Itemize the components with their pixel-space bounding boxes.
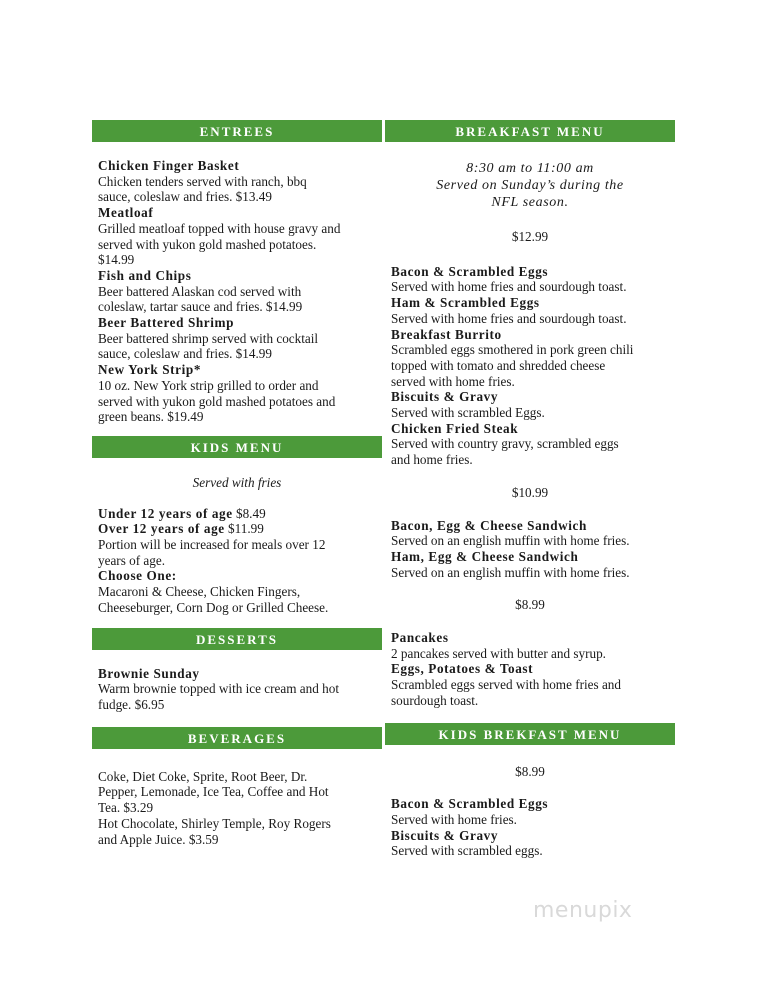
item-name: Beer Battered Shrimp bbox=[98, 315, 235, 331]
menu-item bbox=[98, 158, 382, 205]
item-name: Pancakes bbox=[391, 630, 449, 646]
item-name: New York Strip* bbox=[98, 362, 202, 378]
item-desc: fudge. $6.95 bbox=[98, 696, 165, 712]
item-desc: Served with home fries and sourdough toast. bbox=[391, 279, 627, 295]
breakfast-header: BREAKFAST MENU bbox=[385, 120, 675, 142]
breakfast-group-12-99 bbox=[385, 264, 675, 468]
entrees-header: ENTREES bbox=[92, 120, 382, 142]
item-name: Chicken Fried Steak bbox=[391, 420, 519, 436]
menu-item bbox=[98, 315, 382, 362]
item-desc: Scrambled eggs served with home fries and bbox=[391, 677, 621, 693]
breakfast-price-12-99: $12.99 bbox=[511, 229, 549, 244]
item-name: Chicken Finger Basket bbox=[98, 158, 240, 173]
beverage-line: Tea. $3.29 bbox=[98, 800, 154, 816]
kids-breakfast-price: $8.99 bbox=[515, 763, 545, 779]
item-desc: and home fries. bbox=[391, 452, 473, 468]
item-name: Ham & Scrambled Eggs bbox=[391, 295, 540, 311]
item-desc: Scrambled eggs smothered in pork green chili bbox=[391, 342, 634, 358]
beverages-header: BEVERAGES bbox=[92, 727, 382, 749]
kids-breakfast-header: KIDS BREKFAST MENU bbox=[385, 723, 675, 745]
desserts-list bbox=[92, 666, 382, 713]
breakfast-price-8-99: $8.99 bbox=[515, 597, 545, 613]
item-desc: Beer battered shrimp served with cocktail bbox=[98, 330, 319, 346]
watermark-logo: menupix bbox=[533, 898, 633, 923]
beverage-line: Pepper, Lemonade, Ice Tea, Coffee and Hot bbox=[98, 784, 329, 800]
item-desc: Served on an english muffin with home fries. bbox=[391, 564, 630, 580]
item-name: Bacon & Scrambled Eggs bbox=[391, 263, 549, 279]
item-desc: Warm brownie topped with ice cream and hot bbox=[98, 681, 339, 697]
item-desc: sauce, coleslaw and fries. $13.49 bbox=[98, 189, 272, 205]
item-desc: Beer battered Alaskan cod served with bbox=[98, 283, 302, 299]
beverages-list bbox=[92, 769, 382, 848]
item-name: Bacon, Egg & Cheese Sandwich bbox=[391, 517, 587, 533]
item-desc: sauce, coleslaw and fries. $14.99 bbox=[98, 346, 272, 362]
breakfast-group-8-99 bbox=[385, 630, 675, 709]
breakfast-hours bbox=[385, 160, 675, 211]
kids-menu-details bbox=[92, 506, 382, 616]
kids-note: years of age. bbox=[98, 552, 165, 568]
item-desc: Served with country gravy, scrambled eggs bbox=[391, 436, 619, 452]
item-name: Bacon & Scrambled Eggs bbox=[391, 796, 549, 812]
kids-breakfast-list bbox=[385, 796, 675, 859]
right-column bbox=[385, 120, 675, 859]
kids-over-12-price: $11.99 bbox=[224, 521, 264, 537]
kids-over-12 bbox=[98, 521, 382, 537]
beverage-line: Coke, Diet Coke, Sprite, Root Beer, Dr. bbox=[98, 768, 308, 784]
kids-under-12-price: $8.49 bbox=[232, 505, 266, 521]
breakfast-hours-line: 8:30 am to 11:00 am bbox=[466, 161, 594, 176]
item-desc: Served with home fries. bbox=[391, 811, 517, 827]
item-desc: sourdough toast. bbox=[391, 692, 479, 708]
item-name: Breakfast Burrito bbox=[391, 326, 502, 342]
item-desc: Grilled meatloaf topped with house gravy and bbox=[98, 220, 341, 236]
item-name: Ham, Egg & Cheese Sandwich bbox=[391, 548, 579, 564]
breakfast-hours-line: Served on Sunday’s during the bbox=[436, 178, 624, 193]
desserts-header: DESSERTS bbox=[92, 628, 382, 650]
item-name: Biscuits & Gravy bbox=[391, 827, 499, 843]
entrees-list bbox=[92, 158, 382, 425]
item-desc: served with yukon gold mashed potatoes and bbox=[98, 393, 336, 409]
item-desc: 2 pancakes served with butter and syrup. bbox=[391, 645, 606, 661]
item-name: Biscuits & Gravy bbox=[391, 389, 499, 405]
kids-under-12-label: Under 12 years of age bbox=[98, 505, 233, 521]
item-name: Fish and Chips bbox=[98, 267, 192, 283]
item-desc: Served with home fries and sourdough toast. bbox=[391, 310, 627, 326]
beverage-line: Hot Chocolate, Shirley Temple, Roy Rogers bbox=[98, 815, 331, 831]
left-column bbox=[92, 120, 382, 847]
item-desc: green beans. $19.49 bbox=[98, 409, 204, 425]
kids-menu-subtitle: Served with fries bbox=[192, 474, 282, 490]
item-name: Eggs, Potatoes & Toast bbox=[391, 661, 534, 677]
item-name: Meatloaf bbox=[98, 205, 154, 221]
kids-over-12-label: Over 12 years of age bbox=[98, 521, 225, 537]
breakfast-price-10-99: $10.99 bbox=[511, 484, 549, 500]
menu-item bbox=[98, 205, 382, 268]
breakfast-hours-line: NFL season. bbox=[491, 195, 569, 210]
item-desc: topped with tomato and shredded cheese bbox=[391, 357, 606, 373]
kids-menu-header: KIDS MENU bbox=[92, 436, 382, 458]
menu-item bbox=[98, 362, 382, 425]
kids-under-12 bbox=[98, 506, 382, 522]
item-name: Brownie Sunday bbox=[98, 665, 200, 681]
breakfast-group-10-99 bbox=[385, 518, 675, 581]
kids-choose-label: Choose One: bbox=[98, 568, 177, 584]
item-desc: Chicken tenders served with ranch, bbq bbox=[98, 173, 307, 189]
item-desc: Served with scrambled eggs. bbox=[391, 843, 543, 859]
item-desc: 10 oz. New York strip grilled to order and bbox=[98, 377, 319, 393]
kids-choices: Macaroni & Cheese, Chicken Fingers, bbox=[98, 584, 301, 600]
kids-note: Portion will be increased for meals over 12 bbox=[98, 537, 326, 553]
kids-choices: Cheeseburger, Corn Dog or Grilled Cheese. bbox=[98, 599, 329, 615]
beverage-line: and Apple Juice. $3.59 bbox=[98, 831, 219, 847]
item-desc: served with home fries. bbox=[391, 373, 515, 389]
item-desc: served with yukon gold mashed potatoes. bbox=[98, 236, 317, 252]
item-desc: Served on an english muffin with home fries. bbox=[391, 533, 630, 549]
item-desc: $14.99 bbox=[98, 252, 135, 268]
item-desc: coleslaw, tartar sauce and fries. $14.99 bbox=[98, 299, 303, 315]
item-desc: Served with scrambled Eggs. bbox=[391, 405, 545, 421]
menu-item bbox=[98, 268, 382, 315]
